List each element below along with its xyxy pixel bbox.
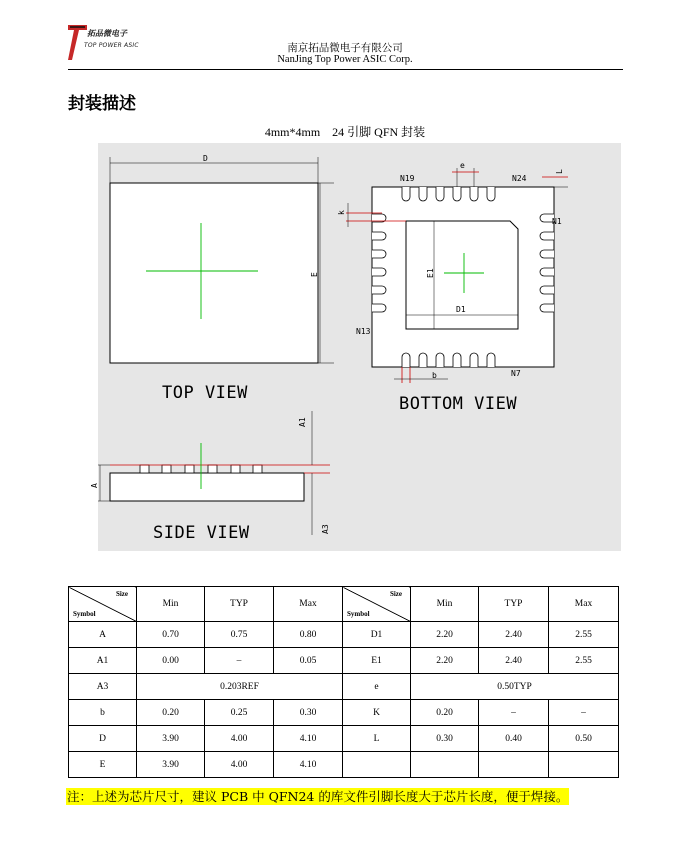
- pin-label-N1: N1: [552, 217, 562, 226]
- symbol-cell: K: [343, 700, 411, 726]
- header-divider: [68, 69, 623, 70]
- max-cell: 2.55: [549, 648, 619, 674]
- symbol-cell: D1: [343, 622, 411, 648]
- symbol-cell: E1: [343, 648, 411, 674]
- table-row: [69, 648, 619, 674]
- header-typ: TYP: [479, 587, 549, 622]
- dim-e: e: [460, 161, 465, 170]
- symbol-cell: A1: [69, 648, 137, 674]
- max-cell: 4.10: [274, 726, 343, 752]
- dimension-table: [68, 586, 619, 778]
- dim-E1: E1: [426, 268, 435, 278]
- max-cell: 0.30: [274, 700, 343, 726]
- min-cell: 0.20: [137, 700, 205, 726]
- ref-cell: 0.50TYP: [411, 674, 619, 700]
- section-title: 封装描述: [68, 94, 136, 114]
- max-cell: 0.50: [549, 726, 619, 752]
- company-name-cn: 南京拓品微电子有限公司: [287, 42, 403, 54]
- dim-A1: A1: [298, 417, 307, 427]
- pin-label-N7: N7: [511, 369, 521, 378]
- dim-D: D: [203, 154, 208, 163]
- symbol-cell: b: [69, 700, 137, 726]
- min-cell: 0.30: [411, 726, 479, 752]
- max-cell: 4.10: [274, 752, 343, 778]
- logo-text-cn: 拓品微电子: [87, 29, 127, 38]
- max-cell: 0.05: [274, 648, 343, 674]
- min-cell: [411, 752, 479, 778]
- header-diagonal-cell: [343, 587, 411, 622]
- table-row: [69, 674, 619, 700]
- pin-label-N19: N19: [400, 174, 415, 183]
- max-cell: [549, 752, 619, 778]
- header-symbol: Symbol: [73, 610, 96, 618]
- dim-E: E: [310, 272, 319, 277]
- typ-cell: 0.75: [205, 622, 274, 648]
- symbol-cell: [343, 752, 411, 778]
- typ-cell: 0.40: [479, 726, 549, 752]
- ref-cell: 0.203REF: [137, 674, 343, 700]
- typ-cell: 2.40: [479, 622, 549, 648]
- package-title: 4mm*4mm 24 引脚 QFN 封装: [264, 125, 426, 139]
- typ-cell: –: [479, 700, 549, 726]
- dim-A3: A3: [321, 524, 330, 534]
- symbol-cell: A3: [69, 674, 137, 700]
- table-header-row: [69, 587, 619, 622]
- header-size: Size: [115, 590, 128, 598]
- table-row: [69, 752, 619, 778]
- symbol-cell: A: [69, 622, 137, 648]
- bottom-view: [337, 161, 568, 414]
- symbol-cell: L: [343, 726, 411, 752]
- dim-b: b: [432, 371, 437, 380]
- top-view-label: TOP VIEW: [162, 383, 248, 403]
- header-max: Max: [274, 587, 343, 622]
- table-row: [69, 726, 619, 752]
- pin-label-N13: N13: [356, 327, 371, 336]
- table-row: [69, 622, 619, 648]
- min-cell: 3.90: [137, 752, 205, 778]
- max-cell: 2.55: [549, 622, 619, 648]
- dim-L: L: [555, 169, 564, 174]
- header-size: Size: [389, 590, 402, 598]
- header-min: Min: [411, 587, 479, 622]
- max-cell: 0.80: [274, 622, 343, 648]
- side-view-label: SIDE VIEW: [153, 523, 250, 543]
- company-name-en: NanJing Top Power ASIC Corp.: [277, 54, 413, 65]
- min-cell: 0.70: [137, 622, 205, 648]
- typ-cell: [479, 752, 549, 778]
- footnote: 注：上述为芯片尺寸，建议 PCB 中 QFN24 的库文件引脚长度大于芯片长度，便于焊接。: [67, 789, 569, 804]
- header-symbol: Symbol: [347, 610, 370, 618]
- typ-cell: –: [205, 648, 274, 674]
- top-view: [110, 154, 334, 403]
- min-cell: 0.00: [137, 648, 205, 674]
- logo-text-en: TOP POWER ASIC: [84, 42, 139, 49]
- header-min: Min: [137, 587, 205, 622]
- dim-k: k: [337, 210, 346, 215]
- min-cell: 2.20: [411, 648, 479, 674]
- package-drawing-svg: [90, 143, 621, 551]
- typ-cell: 4.00: [205, 752, 274, 778]
- header-diagonal-cell: [69, 587, 137, 622]
- bottom-view-label: BOTTOM VIEW: [399, 394, 518, 414]
- max-cell: –: [549, 700, 619, 726]
- min-cell: 0.20: [411, 700, 479, 726]
- header-typ: TYP: [205, 587, 274, 622]
- symbol-cell: D: [69, 726, 137, 752]
- min-cell: 3.90: [137, 726, 205, 752]
- header-max: Max: [549, 587, 619, 622]
- typ-cell: 4.00: [205, 726, 274, 752]
- typ-cell: 0.25: [205, 700, 274, 726]
- min-cell: 2.20: [411, 622, 479, 648]
- typ-cell: 2.40: [479, 648, 549, 674]
- side-view: [90, 411, 330, 543]
- table-row: [69, 700, 619, 726]
- dim-A: A: [90, 483, 99, 488]
- package-drawing: [90, 143, 621, 551]
- symbol-cell: E: [69, 752, 137, 778]
- symbol-cell: e: [343, 674, 411, 700]
- pin-label-N24: N24: [512, 174, 527, 183]
- dim-D1: D1: [456, 305, 466, 314]
